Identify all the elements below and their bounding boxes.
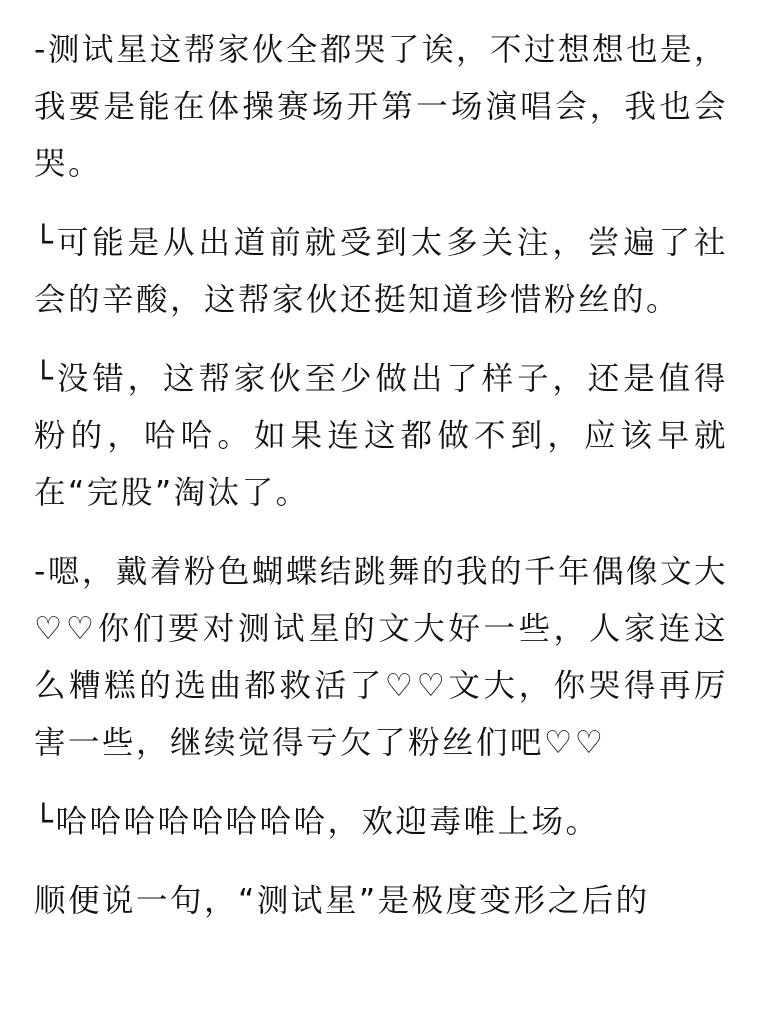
reply-3: └哈哈哈哈哈哈哈哈，欢迎毒唯上场。: [34, 804, 600, 840]
reply-2: └没错，这帮家伙至少做出了样子，还是值得粉的，哈哈。如果连这都做不到，应该早就在“完股”淘汰了。: [34, 361, 728, 511]
comment-1: -测试星这帮家伙全都哭了诶，不过想想也是，我要是能在体操赛场开第一场演唱会，我也会哭。: [34, 32, 728, 182]
comment-thread: [34, 22, 728, 952]
comment-2: -嗯，戴着粉色蝴蝶结跳舞的我的千年偶像文大♡♡你们要对测试星的文大好一些，人家连这么糟糕的选曲都救活了♡♡文大，你哭得再厉害一些，继续觉得亏欠了粉丝们吧♡♡: [34, 554, 728, 761]
reply-1: └可能是从出道前就受到太多关注，尝遍了社会的辛酸，这帮家伙还挺知道珍惜粉丝的。: [34, 225, 728, 318]
trailing-paragraph: 顺便说一句，“测试星”是极度变形之后的: [34, 883, 650, 919]
